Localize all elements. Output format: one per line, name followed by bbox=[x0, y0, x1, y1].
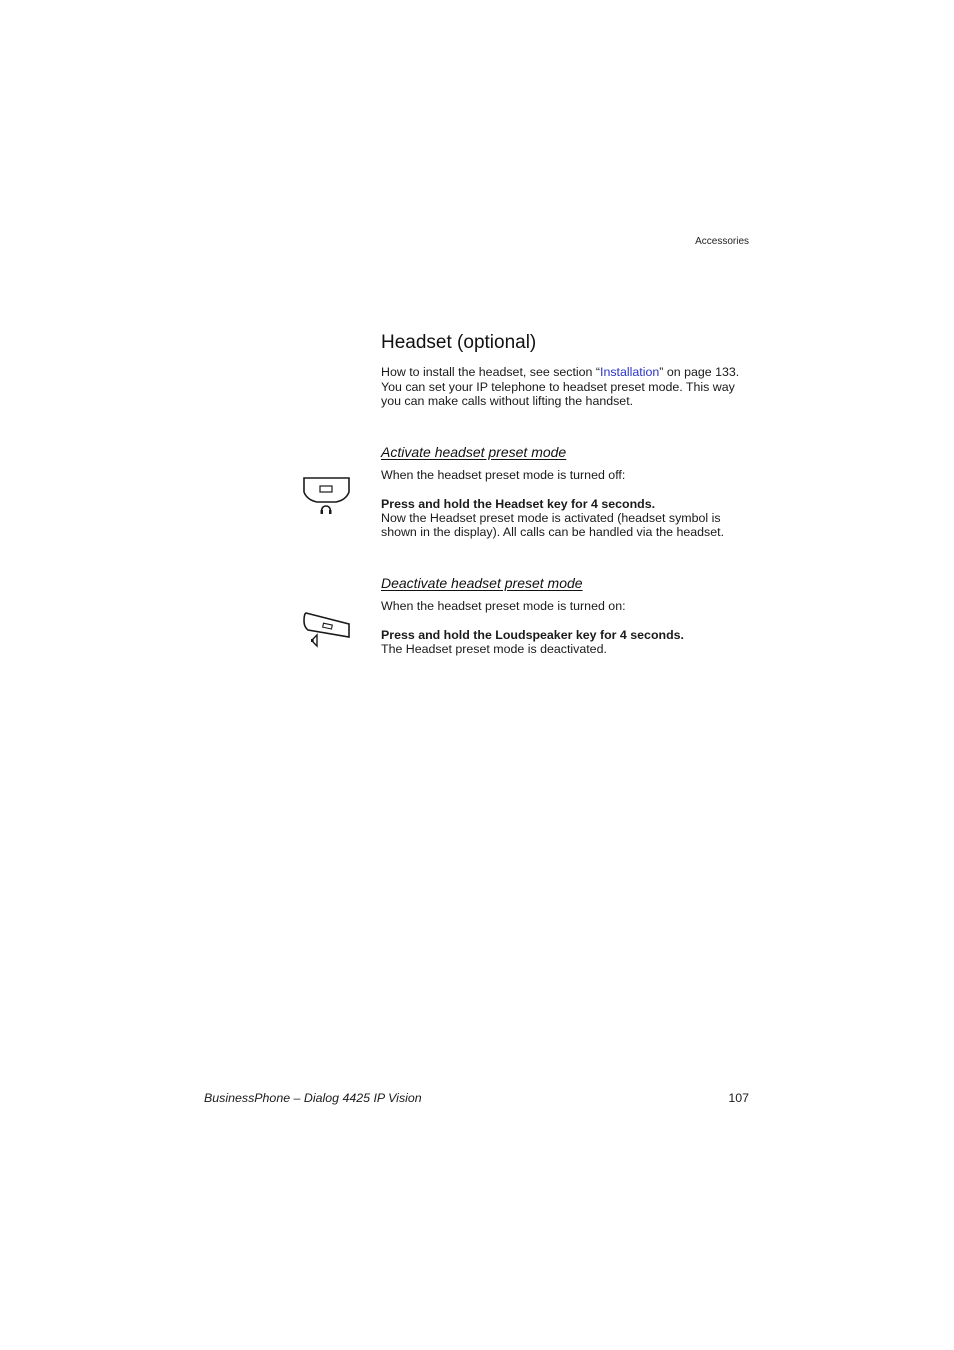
intro-line-1: How to install the headset, see section “Installation” on page 133. bbox=[381, 365, 740, 379]
activate-condition: When the headset preset mode is turned off: bbox=[381, 468, 626, 482]
deactivate-result-line-1: The Headset preset mode is deactivated. bbox=[381, 642, 607, 656]
footer-page-number: 107 bbox=[728, 1091, 749, 1105]
deactivate-condition: When the headset preset mode is turned on: bbox=[381, 599, 626, 613]
intro-line-2: You can set your IP telephone to headset preset mode. This way bbox=[381, 379, 735, 394]
activate-result-line-1: Now the Headset preset mode is activated (headset symbol is bbox=[381, 511, 721, 525]
headset-key-icon bbox=[302, 476, 352, 518]
running-header: Accessories bbox=[695, 236, 749, 247]
installation-link[interactable]: Installation bbox=[600, 365, 660, 379]
intro-line-3: you can make calls without lifting the handset. bbox=[381, 394, 634, 408]
activate-instruction: Press and hold the Headset key for 4 seconds. bbox=[381, 497, 656, 511]
loudspeaker-key-icon bbox=[302, 610, 352, 652]
deactivate-instruction: Press and hold the Loudspeaker key for 4 seconds. bbox=[381, 628, 684, 642]
intro-paragraph bbox=[381, 365, 761, 409]
activate-result-line-2: shown in the display). All calls can be handled via the headset. bbox=[381, 525, 725, 539]
page-title: Headset (optional) bbox=[381, 332, 537, 353]
activate-heading: Activate headset preset mode bbox=[381, 444, 567, 460]
footer-document-title: BusinessPhone – Dialog 4425 IP Vision bbox=[204, 1091, 422, 1105]
deactivate-heading: Deactivate headset preset mode bbox=[381, 575, 583, 591]
